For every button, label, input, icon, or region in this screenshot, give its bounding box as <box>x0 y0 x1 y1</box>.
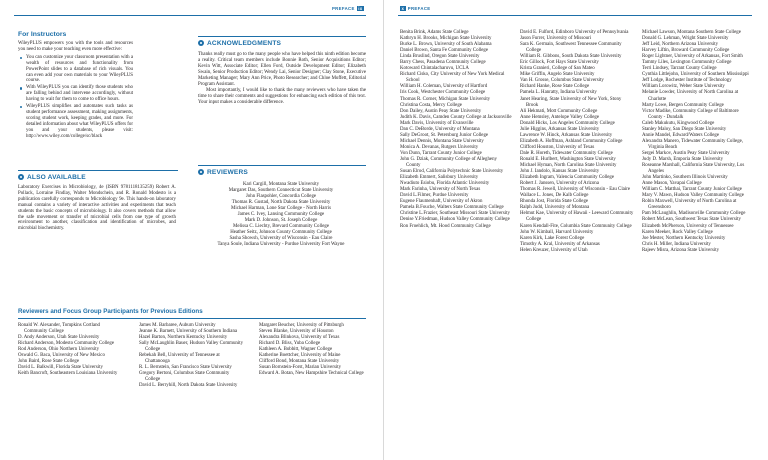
contributor-entry: Chris H. Miller, Indiana University <box>642 241 711 247</box>
contributor-entry: Sergei Markov, Austin Peay State University <box>642 150 730 156</box>
contributor-entry: Dan C. DeBorde, University of Montana <box>400 126 480 132</box>
contributor-entry: Eric Gillock, Fort Hays State University <box>520 60 599 66</box>
contributor-entry: Denise Y.Friedman, Hudson Valley Community College <box>400 217 510 223</box>
contributor-entry: Thomas R. Jewell, University of Wisconsin - Eau Claire <box>520 187 631 193</box>
contributor-entry: Michael Hyman, North Carolina State University <box>520 163 617 169</box>
reviewer-name: John Flaspohler, Concordia College <box>245 194 317 200</box>
contributor-entry: Dale R. Horeth, Tidewater Community College <box>520 150 613 156</box>
focus-entry: Sally McLaughlin Bauer, Hudson Valley Community College <box>139 341 244 353</box>
focus-entry: Alexandra Blinkova, University of Texas <box>259 335 340 341</box>
contributor-entry: Donald Hicks, Los Angeles Community College <box>520 120 615 126</box>
contributor-entry: Janet Hearing, State University of New York, Stony Brook <box>520 96 622 108</box>
acknowledgments-body <box>198 52 366 107</box>
focus-entry: Clifford Bond, Montana State University <box>259 359 340 365</box>
contributor-entry: Don Dailey, Austin Peay State University <box>400 108 482 114</box>
contributor-entry: Donald G. Lehman, Wright State University <box>642 36 729 42</box>
contributor-entry: Jeff Leid, Northern Arizona University <box>642 42 719 48</box>
contributor-entry: Mark Davis, University of Evansville <box>400 120 474 126</box>
reviewers-rule <box>198 165 366 166</box>
instructors-title: For Instructors <box>18 31 67 38</box>
contributor-entry: Mark Farinha, University of North Texas <box>400 187 481 193</box>
focus-column-3 <box>259 323 367 377</box>
contributor-entry: Terri Lindsey, Tarrant County College <box>642 66 717 72</box>
contributor-entry: Susan Elrod, California Polytechnic State University <box>400 169 504 175</box>
names-column-3 <box>642 30 754 254</box>
focus-entry: David L. Berryhill, North Dakota State University <box>139 383 238 389</box>
acknowledgments-heading <box>198 40 281 47</box>
focus-groups-title: Reviewers and Focus Group Participants for Previous Editions <box>18 308 203 315</box>
also-available-text: Laboratory Exercises in Microbiology, 4e (ISBN 9781118135259) Robert A. Pollack, Lorraine Findlay, Walter Mondschein, and R. Ronald Modesto is a publication carefully corresponds to Microbiology 9e. This hands-on laboratory manual contains a variety of interactive activities and experiments that teach students the basic concepts of microbiology. It also covers methods that allow the safe movement or transfer of microbial cells from one type of growth environment to another, classification and identification of microbes, and microbial biochemistry. <box>18 185 176 232</box>
contributor-entry: Judy D. Marsh, Emporia State University <box>642 156 724 162</box>
contributor-entry: Lawrence W. Hinck, Arkansas State University <box>520 132 613 138</box>
contributor-entry: Caleb Makukutu, Kingwood College <box>642 120 715 126</box>
reviewer-name: Margaret Das, Southern Connecticut State University <box>228 188 334 194</box>
contributor-entry: Eugene Flaumenhaft, University of Akron <box>400 199 483 205</box>
contributor-entry: Mary V. Mawn, Hudson Valley Community College <box>642 193 744 199</box>
contributor-entry: Jeff Lodge, Rochester Institute of Technology <box>642 78 732 84</box>
reviewer-name: Melissa C. Liechty, Brevard Community College <box>233 224 329 230</box>
contributor-entry: Roger Lightner, University of Arkansas, Fort Smith <box>642 54 743 60</box>
running-title-right: PREFACE <box>407 6 431 11</box>
contributor-entry: Linda Bruslind, Oregon State University <box>400 54 480 60</box>
running-header-left <box>332 6 366 11</box>
focus-entry: Oswald G. Baca, University of New Mexico <box>18 353 105 359</box>
contributor-entry: Richard Hanke, Rose State College <box>520 84 590 90</box>
reviewers-list <box>196 182 366 249</box>
contributor-entry: Clifford Houston, University of Texas <box>520 144 595 150</box>
focus-column-2 <box>139 323 245 390</box>
page-number-right: x <box>401 6 405 11</box>
contributor-entry: Alexandra Manero, Tidewater Community College, Virginia Beach <box>642 138 744 150</box>
contributor-entry: Kathryn H. Brooks, Michigan State University <box>400 36 492 42</box>
focus-entry: R. L. Bernstein, San Francisco State University <box>139 365 232 371</box>
reviewer-name: Kari Cargill, Montana State University <box>242 182 320 187</box>
contributor-entry: Roseanne Marshall, California State University, Los Angeles <box>642 163 745 175</box>
also-available-title: ALSO AVAILABLE <box>27 174 86 181</box>
focus-entry: David L. Balkwill, Florida State University <box>18 365 103 371</box>
contributor-entry: Elizabeth Ingram, Valencia Community College <box>520 175 615 181</box>
contributor-entry: Jason Furrer, University of Missouri <box>520 36 592 42</box>
focus-entry: Hazel Barton, Northern Kentucky University <box>139 335 228 341</box>
contributor-entry: John G. Dziak, Community College of Allegheny County <box>400 156 497 169</box>
contributor-entry: Cynthia Littlejohn, University of Southern Mississippi <box>642 72 749 78</box>
right-page <box>384 0 768 460</box>
contributor-entry: Elizabeth McPherson, University of Tennessee <box>642 223 734 229</box>
focus-entry: Richard Anderson, Modesto Community College <box>18 341 115 347</box>
focus-entry: John Baird, Rose State College <box>18 359 79 365</box>
contributor-entry: William H. Coleman, University of Hartford <box>400 84 488 90</box>
contributor-entry: Stanley Maloy, San Diego State University <box>642 126 727 132</box>
contributor-entry: Benita Brink, Adams State College <box>400 30 469 35</box>
header-rule-left <box>14 15 366 16</box>
contributor-entry: William R. Gibbons, South Dakota State University <box>520 54 622 60</box>
contributor-entry: Victor Madike, Community College of Baltimore County - Dundalk <box>642 108 739 120</box>
contributor-entry: Helmut Kae, University of Hawaii - Leeward Community College <box>520 211 634 223</box>
contributor-entry: Van H. Grosse, Columbus State University <box>520 78 604 84</box>
header-rule-right <box>398 15 752 16</box>
focus-column-1 <box>18 323 122 377</box>
section-badge-icon <box>198 169 204 175</box>
focus-entry: Susan Bornstein-Forst, Marian University <box>259 365 342 371</box>
contributor-entry: Pam McLaughlin, Madisonville Community College <box>642 211 746 217</box>
contributor-entry: Sally DeGroot, St. Petersburg Junior College <box>400 132 489 138</box>
contributor-entry: Julie Higgins, Arkansas State University <box>520 126 600 132</box>
section-badge-icon <box>198 40 204 46</box>
contributor-entry: Helen Kreuzer, University of Utah <box>520 247 588 253</box>
acknowledgments-paragraph: Most importantly, I would like to thank the many reviewers who have taken the time to share their comments and suggestions for enhancing each edition of this text. Your input makes a considerable difference. <box>198 88 366 106</box>
contributor-entry: Mike Griffin, Angelo State University <box>520 72 595 78</box>
contributor-entry: Iris Cook, Westchester Community College <box>400 90 486 96</box>
contributor-entry: Von Dunn, Tarrant County Junior College <box>400 150 482 156</box>
contributor-entry: Karen Kirk, Lake Forest College <box>520 235 585 241</box>
contributor-entry: Tammy Liles, Lexington Community College <box>642 60 732 66</box>
focus-entry: Keith Bancroft, Southeastern Louisiana University <box>18 371 118 377</box>
contributor-entry: Sara K. Germain, Southwest Tennessee Community College <box>520 42 622 54</box>
focus-entry: Jeanne K. Barnett, University of Southern Indiana <box>139 329 238 335</box>
focus-entry: James M. Barbaree, Auburn University <box>139 323 216 328</box>
contributor-entry: Elizabeth A. Hoffman, Ashland Community College <box>520 138 623 144</box>
contributor-entry: William Lorowitz, Weber State University <box>642 84 725 90</box>
reviewer-name: Thomas R. Gustad, North Dakota State University <box>231 200 331 206</box>
also-available-heading <box>18 174 86 181</box>
running-title-left: PREFACE <box>331 6 355 11</box>
focus-entry: Rod Anderson, Ohio Northern University <box>18 347 100 353</box>
page-number-left: ix <box>358 6 363 11</box>
acknowledgments-paragraph: Thanks really must go to the many people who have helped this ninth edition become a reality. Critical team members include Bonnie Roth, Senior Acquisitions Editor; Kevin Witt, Associate Editor; Ellen Ford, Outside Development Editor; Elizabeth Swain, Senior Production Editor; Wendy Lai, Senior Designer; Clay Stone, Executive Marketing Manager; Mary Ann Price, Photo Researcher; and Chloe Moffett, Editorial Program Assistant. <box>198 52 366 87</box>
focus-entry: Rebekah Bell, University of Tennessee at Chattanooga <box>139 353 220 365</box>
contributor-entry: Ronald E. Hurlbert, Washington State University <box>520 156 616 162</box>
reviewer-name: Mark D. Johnson, St. Joseph College <box>244 218 318 224</box>
instructors-bullet: WileyPLUS simplifies and automates such tasks as student performance assessment, making assignments, scoring student work, keeping grades, and more. For detailed information about what WileyPLUS offers for you and your students, please visit: http://www.wiley.com/college/sc/black <box>26 104 133 139</box>
instructors-bullet-list <box>18 55 133 140</box>
contributor-entry: Ron Froehlich, Mt. Hood Community College <box>400 223 491 229</box>
focus-entry: D. Andy Anderson, Utah State University <box>18 335 100 341</box>
acknowledgments-title: ACKNOWLEDGMENTS <box>207 40 282 47</box>
reviewers-heading <box>198 169 248 176</box>
contributor-entry: Christine L.Frazier, Southeast Missouri State University <box>400 211 510 217</box>
contributor-entry: Judith K. Davis, Camden County College at Jacksonville <box>400 114 512 120</box>
names-column-1 <box>400 30 512 230</box>
focus-entry: Steven Blanke, University of Houston <box>259 329 334 335</box>
contributor-entry: Harvey Liftin, Broward Community College <box>642 48 730 54</box>
instructors-bullet: With WileyPLUS you can identify those students who are falling behind and intervene accordingly, without having to wait for them to come to office hours. <box>26 85 133 103</box>
contributor-entry: Rajeev Misra, Arizona State University <box>642 247 720 253</box>
focus-entry: Gregory Bertoni, Columbus State Community College <box>139 371 230 383</box>
contributor-entry: David E. Fulford, Edinboro University of Pennsylvania <box>520 30 629 35</box>
contributor-entry: Marty Lowe, Bergen Community College <box>642 102 724 108</box>
running-header-right <box>398 6 431 11</box>
instructors-bullet: You can customize your classroom presentation with a wealth of resources and functionality from PowerPoint slides to a database of rich visuals. You can even add your own materials to your WileyPLUS course. <box>26 54 133 84</box>
focus-entry: Kathleen A. Bobbitt, Wagner College <box>259 347 333 353</box>
reviewer-name: Sasha Showsh, University of Wisconsin - Eau Claire <box>229 236 333 242</box>
reviewer-name: Michael Harman, Lone Star College - North Harris <box>231 206 331 212</box>
contributor-entry: John Martinko, Southern Illinois University <box>642 175 728 181</box>
reviewer-name: Tanya Soule, Indiana University - Purdue University Fort Wayne <box>217 242 345 248</box>
contributor-entry: Krista Granieri, College of San Mateo <box>520 66 595 72</box>
instructors-block <box>18 41 133 141</box>
contributor-entry: Ali Hekmati, Mott Community College <box>520 108 598 114</box>
contributor-entry: Ralph Judd, University of Montana <box>520 205 590 211</box>
contributor-entry: John W. Kimball, Harvard University <box>520 229 594 235</box>
contributor-entry: Robert McLean, Southwest Texas State University <box>642 217 741 223</box>
contributor-entry: Christina Costa, Mercy College <box>400 102 462 108</box>
contributor-entry: Robin Maxwell, University of North Carolina at Greensboro <box>642 199 737 211</box>
section-badge-icon <box>18 174 24 180</box>
contributor-entry: John J. Iandolo, Kansas State University <box>520 169 600 175</box>
contributor-entry: Wallace L. Jones, De Kalb College <box>520 193 589 199</box>
reviewer-name: Heather Seitz, Johnson County Community College <box>230 230 332 236</box>
contributor-entry: Thomas R. Corner, Michigan State University <box>400 96 491 102</box>
focus-entry: Ronald W. Alexander, Tompkins Cortland Community College <box>18 323 100 335</box>
acknowledgments-rule <box>198 36 366 37</box>
contributor-entry: Robert J. Janssen, University of Arizona <box>520 181 599 187</box>
also-available-rule <box>18 170 178 171</box>
contributor-entry: Anne Hemsley, Antelope Valley College <box>520 114 600 120</box>
reviewer-name: James C. Ivey, Lansing Community College <box>237 212 325 218</box>
focus-entry: Katherine Boettcher, University of Maine <box>259 353 341 359</box>
contributor-entry: Monica A. Devanas, Rutgers University <box>400 144 479 150</box>
contributor-entry: Richard Cisko, City University of New York Medical School <box>400 72 505 84</box>
contributor-entry: Timothy A. Kral, University of Arkansas <box>520 241 600 247</box>
contributor-entry: Kotoward Chintalacharuvu, UCLA <box>400 66 469 72</box>
focus-entry: Margaret Beucher, University of Pittsburgh <box>259 323 344 328</box>
contributor-entry: Melanie Lowder, University of North Carolina at Charlotte <box>642 90 739 102</box>
contributor-entry: David L.Filmer, Purdue University <box>400 193 469 199</box>
contributor-entry: William C. Matthai, Tarrant County Junior College <box>642 187 742 193</box>
focus-groups-rule <box>18 318 366 319</box>
contributor-entry: Karen Meeker, Rock Valley College <box>642 229 713 235</box>
contributor-entry: Anne Mason, Yavapai College <box>642 181 702 187</box>
contributor-entry: Burke L. Brown, University of South Alabama <box>400 42 492 48</box>
contributor-entry: Karen Kendall-Fite, Columbia State Community College <box>520 223 632 229</box>
contributor-entry: Rhonda Jost, Florida State College <box>520 199 589 205</box>
reviewers-title: REVIEWERS <box>207 169 248 176</box>
contributor-entry: Annie Mandel, Edward/Waters College <box>642 132 720 138</box>
contributor-entry: Barry Chess, Pasadena Community College <box>400 60 486 66</box>
instructors-intro: WileyPLUS empowers you with the tools and resources you need to make your teaching even more effective: <box>18 41 133 52</box>
focus-entry: Richard D. Bliss, Yuba College <box>259 341 321 347</box>
contributor-entry: Daniel Brown, Santa Fe Community College <box>400 48 489 54</box>
focus-entry: Edward A. Botan, New Hampshire Technical College <box>259 371 364 377</box>
contributor-entry: Pamela L. Hanratty, Indiana University <box>520 90 597 96</box>
contributor-entry: Michael Dennis, Montana State University <box>400 138 484 144</box>
names-column-2 <box>520 30 634 254</box>
contributor-entry: Elizabeth Emmert, Salisbury University <box>400 175 479 181</box>
contributor-entry: Pamela B.Fouche, Walters State Community College <box>400 205 504 211</box>
contributor-entry: Michael Lawson, Montana Southern State College <box>642 30 741 35</box>
contributor-entry: Nwadiuto Esiobu, Florida Atlantic University <box>400 181 490 187</box>
contributor-entry: Joe Mester, Northern Kentucky University <box>642 235 726 241</box>
